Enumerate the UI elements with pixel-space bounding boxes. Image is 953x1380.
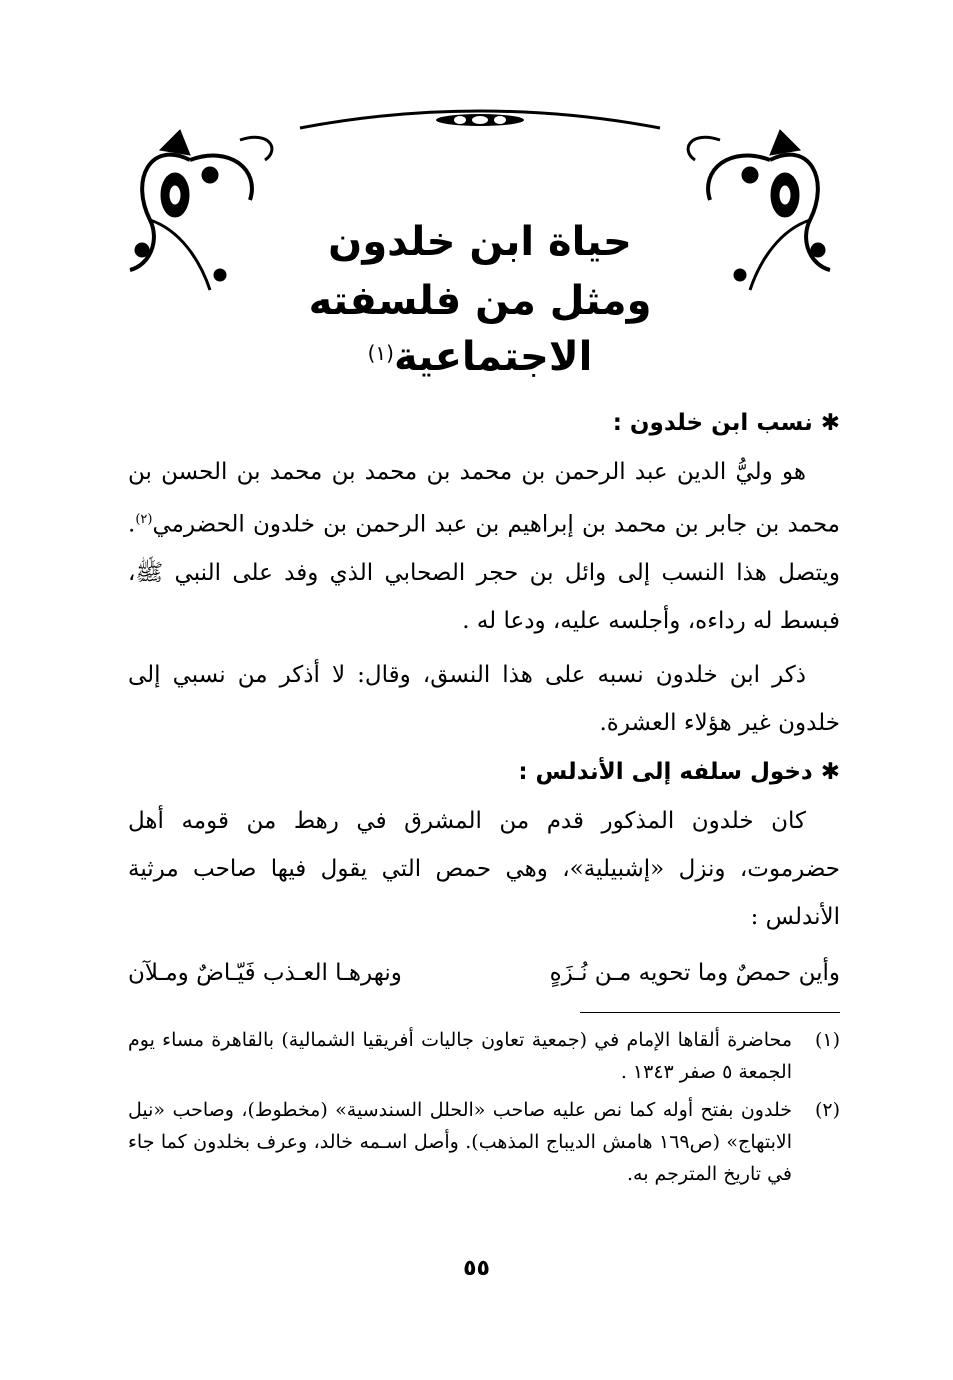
chapter-title-line-1: حياة ابن خلدون [328,219,632,265]
footnote-ref-1: (١) [367,341,394,365]
page-number: ٥٥ [463,1256,490,1281]
footnote-number: (٢) [814,1099,840,1121]
footnote-text: محاضرة ألقاها الإمام في (جمعية تعاون جاليات أفريقيا الشمالية) بالقاهرة مساء يوم الجمعة ٥ صفر ١٣٤٣ . [128,1029,792,1083]
poem-verse [128,949,840,997]
footnote-divider [580,1012,840,1013]
heading-star-icon: ✱ [820,758,840,785]
chapter-title-line-2-text: ومثل من فلسفته الاجتماعية [308,278,652,380]
verse-first-hemistich: وأين حمصٌ وما تحويه مـن نُـزَهٍ [549,959,840,986]
section-heading-andalus: ✱دخول سلفه إلى الأندلس : [518,758,840,785]
footnote-number: (١) [814,1029,840,1051]
top-center-knot-icon [436,114,524,126]
footnote-1 [128,1024,840,1088]
footnote-text: خلدون بفتح أوله كما نص عليه صاحب «الحلل السندسية» (مخطوط)، وصاحب «نيل الابتهاج» (ص١٦٩ هامش الديباج المذهب). وأصل اسـمه خالد، وعرف بخلدون كما جاء في تاريخ المترجم به. [128,1099,793,1185]
paragraph-ten-ancestors: ذكر ابن خلدون نسبه على هذا النسق، وقال: لا أذكر من نسبي إلى خلدون غير هؤلاء العشرة. [128,661,840,736]
paragraph-andalus: كان خلدون المذكور قدم من المشرق في رهط من قومه أهل حضرموت، ونزل «إشبيلية»، وهي حمص التي يقول فيها صاحب مرثية الأندلس : [128,807,840,930]
footnote-2 [128,1094,840,1190]
footnotes [128,1024,840,1196]
chapter-title-line-2 [200,273,760,385]
main-text [128,398,840,997]
verse-second-hemistich: ونهرهـا العـذب فَيّـاضٌ ومـلآن [128,959,402,986]
section-heading-lineage: ✱نسب ابن خلدون : [612,410,840,436]
chapter-title [200,215,760,385]
heading-star-icon: ✱ [820,410,840,436]
paragraph-lineage: هو وليُّ الدين عبد الرحمن بن محمد بن محمد بن محمد بن الحسن بن محمد بن جابر بن محمد بن إبراهيم بن عبد الرحمن بن خلدون الحضرمي$^{(٢)}$. ويتصل هذا النسب إلى وائل بن حجر الصحابي الذي وفد على النبي ﷺ، فبسط له رداءه، وأجلسه عليه، ودعا له . [128,459,840,634]
footnote-ref-2: (٢) [135,512,153,527]
